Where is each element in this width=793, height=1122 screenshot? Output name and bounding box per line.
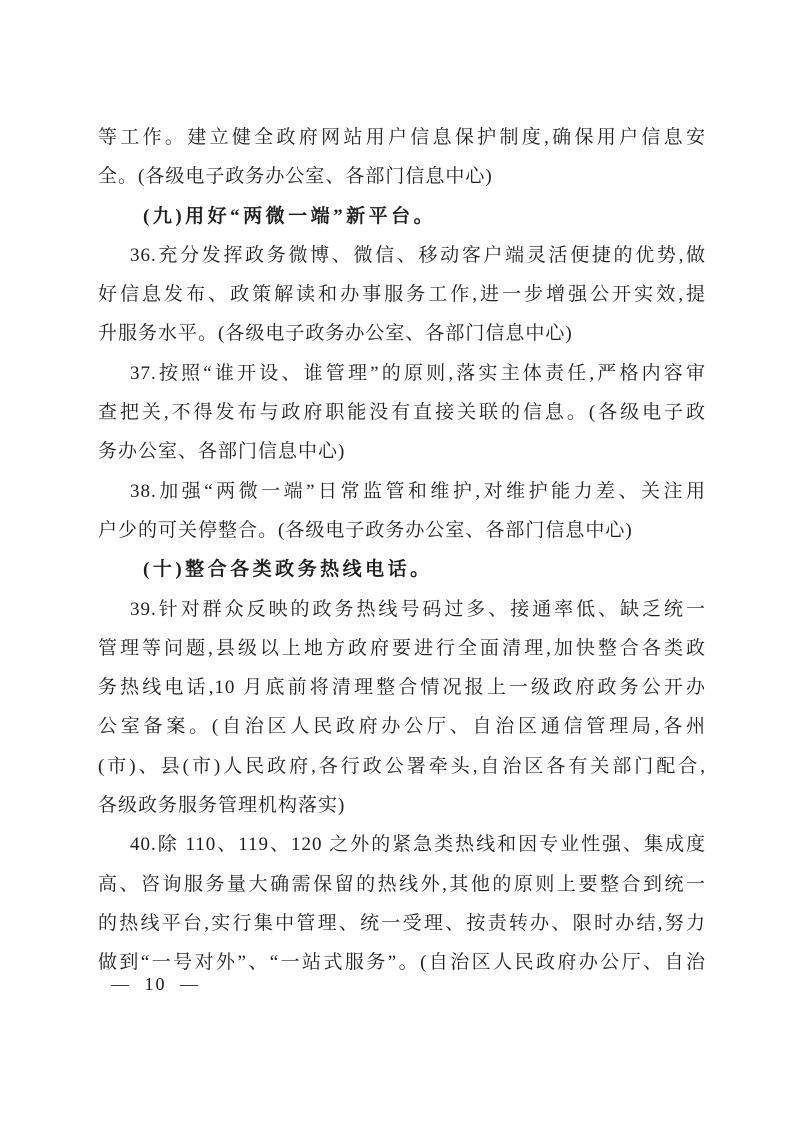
document-line: 做到“一号对外”、“一站式服务”。(自治区人民政府办公厅、自治	[98, 952, 706, 974]
document-line: 管理等问题,县级以上地方政府要进行全面清理,加快整合各类政	[98, 637, 706, 659]
section-heading: (十)整合各类政务热线电话。	[143, 559, 433, 581]
document-line: (市)、县(市)人民政府,各行政公署牵头,自治区各有关部门配合,	[98, 755, 706, 777]
document-line: 查把关,不得发布与政府职能没有直接关联的信息。(各级电子政	[98, 402, 706, 424]
document-line: 全。(各级电子政务办公室、各部门信息中心)	[98, 166, 493, 188]
document-line: 39.针对群众反映的政务热线号码过多、接通率低、缺乏统一	[130, 598, 706, 620]
document-line: 的热线平台,实行集中管理、统一受理、按责转办、限时办结,努力	[98, 912, 706, 934]
document-text-block	[98, 118, 706, 983]
document-line: 户少的可关停整合。(各级电子政务办公室、各部门信息中心)	[98, 519, 633, 541]
document-line: 务热线电话,10 月底前将清理整合情况报上一级政府政务公开办	[98, 677, 706, 699]
document-line: 升服务水平。(各级电子政务办公室、各部门信息中心)	[98, 323, 573, 345]
document-line: 高、咨询服务量大确需保留的热线外,其他的原则上要整合到统一	[98, 873, 706, 895]
document-line: 务办公室、各部门信息中心)	[98, 441, 346, 463]
document-line: 各级政务服务管理机构落实)	[98, 795, 346, 817]
page-number: — 10 —	[111, 974, 200, 994]
document-line: 等工作。建立健全政府网站用户信息保护制度,确保用户信息安	[98, 127, 706, 148]
document-line: 好信息发布、政策解读和办事服务工作,进一步增强公开实效,提	[98, 284, 706, 306]
document-line: 37.按照“谁开设、谁管理”的原则,落实主体责任,严格内容审	[130, 362, 706, 384]
document-line: 40.除 110、119、120 之外的紧急类热线和因专业性强、集成度	[130, 834, 706, 856]
section-heading: (九)用好“两微一端”新平台。	[143, 205, 437, 227]
document-line: 公室备案。(自治区人民政府办公厅、自治区通信管理局,各州	[98, 716, 706, 738]
document-line: 36.充分发挥政务微博、微信、移动客户端灵活便捷的优势,做	[130, 244, 706, 266]
document-line: 38.加强“两微一端”日常监管和维护,对维护能力差、关注用	[130, 480, 706, 502]
